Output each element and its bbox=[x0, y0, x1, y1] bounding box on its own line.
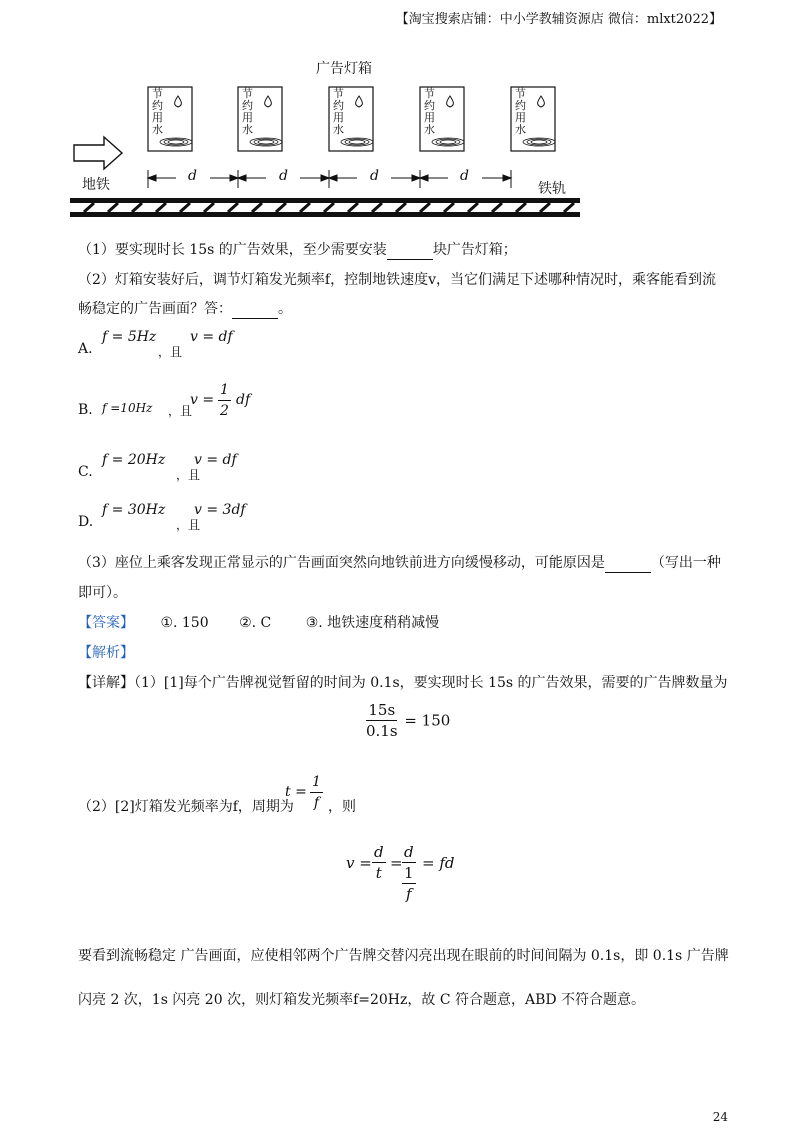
diagram-title: 广告灯箱 bbox=[316, 61, 372, 77]
lightbox-label-char: 节 bbox=[333, 87, 344, 100]
option-a: A. f = 5Hz ，且 v = df bbox=[78, 329, 233, 359]
lightbox-label-char: 节 bbox=[152, 87, 163, 100]
question-2-line1: （2）灯箱安装好后，调节灯箱发光频率f，控制地铁速度v，当它们满足下述哪种情况时，乘客能看到流 bbox=[78, 272, 716, 288]
lightbox-label-char: 用 bbox=[424, 111, 435, 124]
period-fraction: $\frac{1}{f}$ bbox=[312, 774, 321, 811]
lightbox-label-char: 用 bbox=[515, 111, 526, 124]
detail-p4: 闪亮 2 次，1s 闪亮 20 次，则灯箱发光频率f=20Hz，故 C 符合题意，ABD 不符合题意。 bbox=[78, 992, 646, 1008]
question-2-line2: 畅稳定的广告画面？答： 。 bbox=[78, 301, 292, 317]
ad-lightbox-diagram bbox=[0, 0, 800, 230]
lightbox-label-char: 约 bbox=[333, 99, 344, 112]
option-d: D. f = 30Hz ，且 v = 3df bbox=[78, 502, 246, 532]
answer-3: ③. 地铁速度稍稍减慢 bbox=[305, 615, 440, 631]
answer-1: ①. 150 bbox=[160, 615, 209, 631]
lightbox-label-char: 节 bbox=[515, 87, 526, 100]
detail-tag: 【详解】 bbox=[78, 675, 134, 691]
dimension-line bbox=[148, 170, 511, 188]
option-c: C. f = 20Hz ，且 v = df bbox=[78, 452, 237, 482]
lightbox-label-char: 水 bbox=[424, 123, 435, 136]
option-b: B. f =10Hz ，且 v = $\frac{1}{2}$ df bbox=[78, 382, 251, 419]
water-drop-icon bbox=[265, 96, 272, 107]
lightbox-label-char: 水 bbox=[152, 123, 163, 136]
dim-label-4: d bbox=[460, 168, 469, 184]
answer-blank-3 bbox=[605, 558, 651, 573]
lightbox-label-char: 水 bbox=[242, 123, 253, 136]
dim-label-2: d bbox=[279, 168, 288, 184]
lightbox-label-char: 约 bbox=[242, 99, 253, 112]
water-drop-icon bbox=[175, 96, 182, 107]
question-3-line1: （3）座位上乘客发现正常显示的广告画面突然向地铁前进方向缓慢移动，可能原因是 （写出一种 bbox=[78, 555, 721, 571]
lightbox-label-char: 约 bbox=[152, 99, 163, 112]
page-number: 24 bbox=[712, 1110, 728, 1124]
water-drop-icon bbox=[538, 96, 545, 107]
lightbox-label-char: 用 bbox=[242, 111, 253, 124]
lightbox-label-char: 约 bbox=[515, 99, 526, 112]
subway-label: 地铁 bbox=[82, 177, 110, 193]
option-b-fraction: $\frac{1}{2}$ bbox=[220, 382, 229, 419]
lightbox-label-char: 节 bbox=[424, 87, 435, 100]
answer-section bbox=[78, 613, 439, 633]
lightbox-label-char: 用 bbox=[333, 111, 344, 124]
question-3-line2: 即可）。 bbox=[78, 585, 127, 601]
rail-label: 铁轨 bbox=[538, 181, 566, 197]
answer-blank-1 bbox=[387, 245, 433, 260]
equation-2: v = $\frac{d}{t}$ = d 1 f = fd bbox=[346, 843, 455, 903]
diagram-figure bbox=[0, 0, 800, 230]
detail-p2: （2）[2]灯箱发光频率为f，周期为 t = $\frac{1}{f}$ ，则 bbox=[78, 774, 356, 815]
water-drop-icon bbox=[447, 96, 454, 107]
question-1: （1）要实现时长 15s 的广告效果，至少需要安装 块广告灯箱； bbox=[78, 242, 517, 258]
answer-tag: 【答案】 bbox=[78, 615, 134, 631]
answer-blank-2 bbox=[232, 304, 278, 319]
analysis-tag: 【解析】 bbox=[78, 645, 134, 661]
dim-label-3: d bbox=[370, 168, 379, 184]
shop-header: 【淘宝搜索店铺：中小学教辅资源店 微信：mlxt2022】 bbox=[395, 12, 722, 27]
dim-label-1: d bbox=[188, 168, 197, 184]
train-direction-arrow bbox=[74, 137, 122, 169]
answer-2: ②. C bbox=[239, 615, 272, 631]
equation-1: $\frac{15s}{0.1s}$ = 150 bbox=[366, 701, 451, 740]
detail-p3: 要看到流畅稳定 广告画面，应使相邻两个广告牌交替闪亮出现在眼前的时间间隔为 0.1s，即 0.1s 广告牌 bbox=[78, 948, 729, 964]
detail-p1: 【详解】（1）[1]每个广告牌视觉暂留的时间为 0.1s，要实现时长 15s 的广告效果，需要的广告牌数量为 bbox=[78, 675, 728, 691]
lightbox-label-char: 水 bbox=[333, 123, 344, 136]
lightbox-label-char: 水 bbox=[515, 123, 526, 136]
lightbox-label-char: 约 bbox=[424, 99, 435, 112]
rail-track bbox=[70, 198, 580, 217]
water-drop-icon bbox=[356, 96, 363, 107]
lightbox-label-char: 节 bbox=[242, 87, 253, 100]
lightbox-label-char: 用 bbox=[152, 111, 163, 124]
